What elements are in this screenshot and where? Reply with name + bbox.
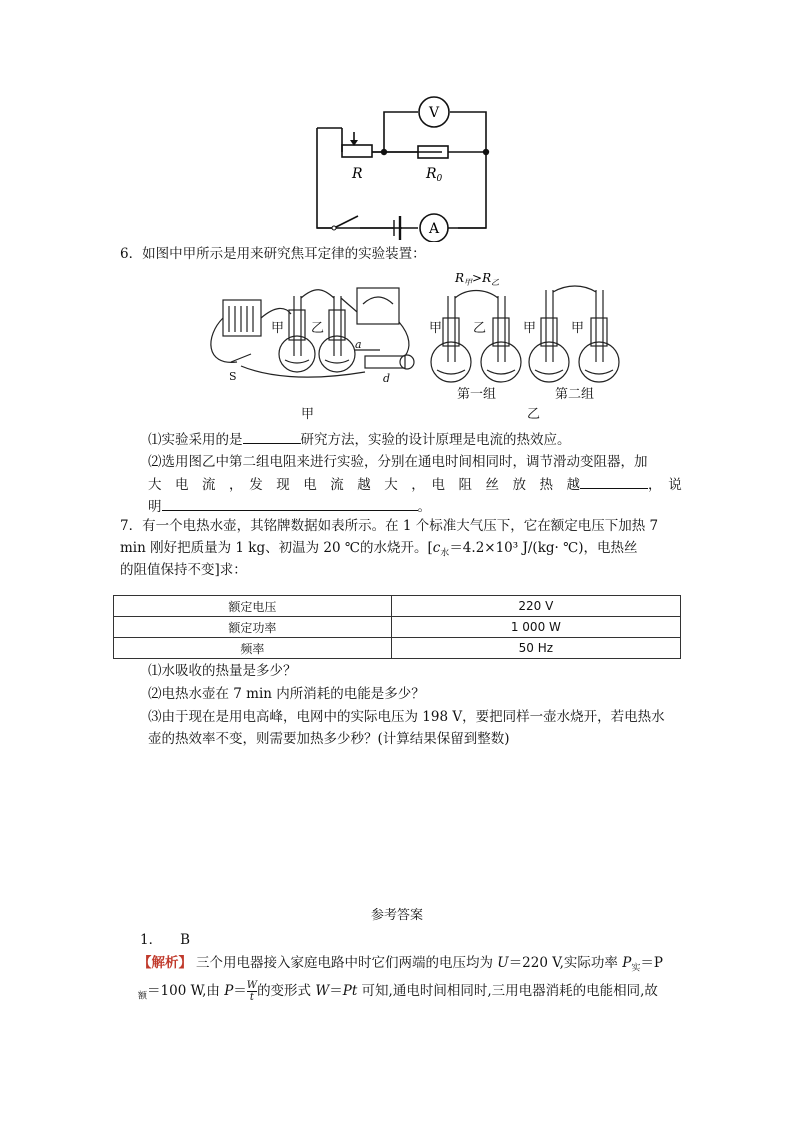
table-cell: 50 Hz — [391, 638, 680, 659]
fig-label-a: a — [355, 338, 362, 351]
q6-part1: ⑴实验采用的是 研究方法，实验的设计原理是电流的热效应。 — [148, 428, 571, 451]
voltmeter-label: V — [428, 105, 440, 121]
fig-label-jia: 甲 — [271, 321, 285, 336]
q7-sub1: ⑴水吸收的热量是多少？ — [148, 663, 297, 679]
fig-caption-right: 乙 — [527, 407, 541, 422]
table-row — [114, 638, 681, 659]
fig-label-jia-4: 甲 — [571, 321, 585, 336]
answer-item-1: 1． B — [140, 932, 191, 948]
q6-part2-line2: 大 电 流 ， 发 现 电 流 越 大 ， 电 阻 丝 放 热 越 ， 说 — [148, 473, 682, 496]
table-cell: 额定电压 — [114, 596, 392, 617]
q7-sub3-line2: 壶的热效率不变，则需要加热多少秒？(计算结果保留到整数) — [148, 731, 510, 747]
fig-label-jia-3: 甲 — [523, 321, 537, 336]
q6-blank-3[interactable] — [162, 495, 418, 511]
table-row — [114, 617, 681, 638]
ammeter-label: A — [428, 221, 440, 237]
answer-analysis-line1: 【解析】 三个用电器接入家庭电路中时它们两端的电压均为 U＝220 V,实际功率 $P_实=P$ — [138, 955, 663, 974]
table-row — [114, 596, 681, 617]
q6-stem: 6．如图中甲所示是用来研究焦耳定律的实验装置： — [120, 246, 426, 262]
fig-label-s: S — [229, 370, 237, 383]
q7-sub3-line1: ⑶由于现在是用电高峰，电网中的实际电压为 198 V，要把同样一壶水烧开，若电热水 — [148, 709, 665, 725]
q7-sub2: ⑵电热水壶在 7 min 内所消耗的电能是多少？ — [148, 686, 425, 702]
analysis-label: 【解析】 — [138, 955, 192, 971]
table-cell: 频率 — [114, 638, 392, 659]
nameplate-table — [113, 595, 681, 659]
q7-line1: 7．有一个电热水壶，其铭牌数据如表所示。在 1 个标准大气压下，它在额定电压下加热 7 — [120, 518, 659, 534]
resistor-r0-label: $R_0$ — [426, 166, 443, 184]
table-cell: 220 V — [391, 596, 680, 617]
fig-label-d: d — [383, 372, 391, 385]
circuit-diagram — [300, 92, 520, 242]
table-cell: 额定功率 — [114, 617, 392, 638]
fraction-w-over-t: $\frac{W}{t}$ — [246, 980, 258, 1003]
answers-title: 参考答案 — [370, 908, 423, 923]
q6-part2-line1: ⑵选用图乙中第二组电阻来进行实验，分别在通电时间相同时，调节滑动变阻器，加 — [148, 454, 648, 470]
fig-relation: $R_甲>R_乙$ — [455, 271, 500, 287]
fig-label-yi-2: 乙 — [473, 321, 487, 336]
resistor-r-label: R — [352, 166, 363, 182]
fig-label-yi: 乙 — [311, 321, 325, 336]
table-cell: 1 000 W — [391, 617, 680, 638]
q7-line2: min 刚好把质量为 1 kg、初温为 20 ℃的水烧开。[$c_水=4.2\times 10^3$ J/(kg· ℃)，电热丝 — [120, 540, 638, 559]
q6-part2-line3: 明 。 — [148, 495, 431, 518]
q6-blank-2[interactable] — [580, 473, 648, 489]
answer-analysis-line2: $_额$＝100 W,由 P＝ $\frac{W}{t}$ 的变形式 W＝Pt 可知,通电时间相同时,三用电器消耗的电能相同,故 — [138, 980, 658, 1003]
fig-caption-left: 甲 — [301, 407, 315, 422]
joule-apparatus-figure — [205, 266, 630, 424]
fig-group1: 第一组 — [457, 387, 497, 402]
fig-group2: 第二组 — [555, 387, 595, 402]
fig-label-jia-2: 甲 — [429, 321, 443, 336]
q6-blank-1[interactable] — [243, 428, 301, 444]
q7-line3: 的阻值保持不变]求： — [120, 562, 247, 578]
